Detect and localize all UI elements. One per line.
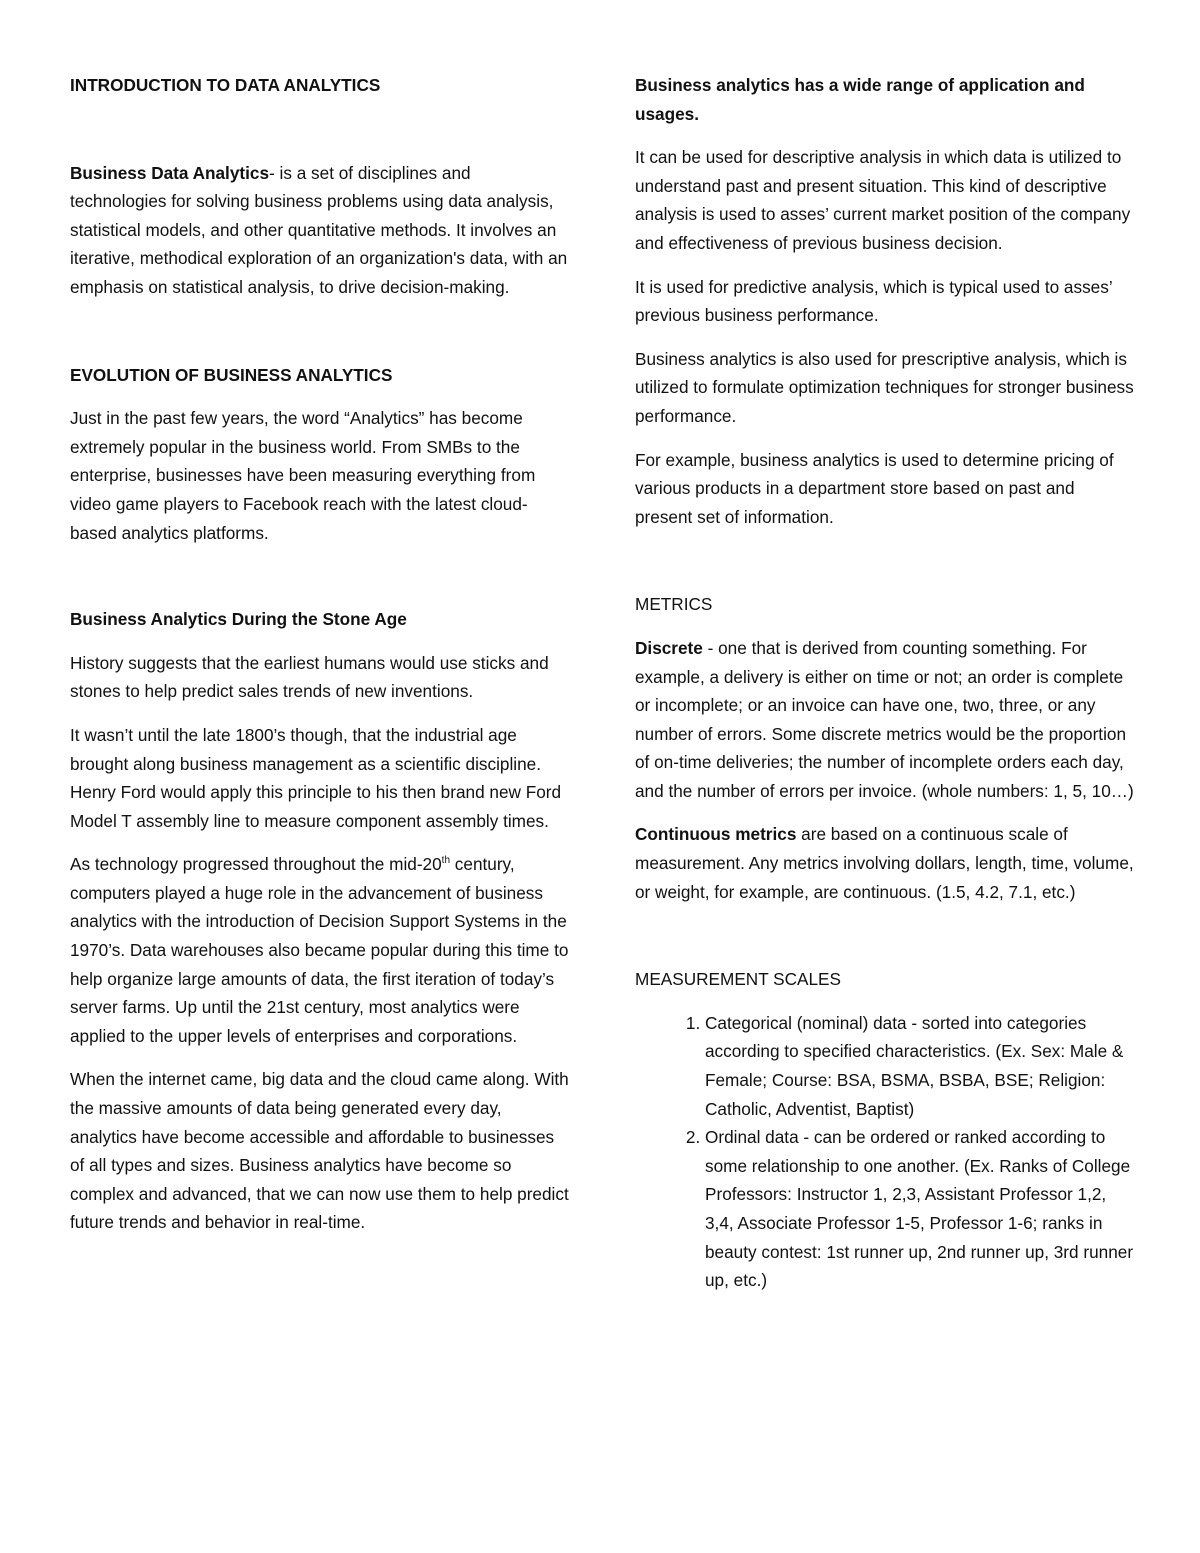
- stone-age-paragraph-4: When the internet came, big data and the cloud came along. With the massive amounts of data being generated every day, analytics have become accessible and affordable to businesses of all types and sizes. Business analytics have become so complex and advanced, that we can now use them to help predict future trends and behavior in real-time.: [70, 1069, 569, 1233]
- stone-age-p3-start: As technology progressed throughout the mid-20: [70, 854, 442, 875]
- discrete-term: Discrete: [635, 637, 703, 658]
- stone-age-heading: Business Analytics During the Stone Age: [70, 609, 407, 630]
- list-item: 1. Categorical (nominal) data - sorted into categories according to specified characteristics. (Ex. Sex: Male & Female; Course: BSA, BSMA, BSBA, BSE; Religion: Catholic, Adventist, Baptist): [705, 1009, 1135, 1123]
- continuous-term: Continuous metrics: [635, 824, 797, 845]
- applications-paragraph-1: It can be used for descriptive analysis in which data is utilized to understand past and present situation. This kind of descriptive analysis is used to asses’ current market position of the company and effectiveness of previous business decision.: [635, 147, 1131, 253]
- bda-paragraph: [70, 159, 570, 302]
- stone-age-paragraph-2: It wasn’t until the late 1800’s though, that the industrial age brought along business management as a scientific discipline. Henry Ford would apply this principle to his then brand new Ford Model T assembly line to measure component assembly times.: [70, 724, 562, 831]
- measurement-scales-list: [635, 1009, 1135, 1295]
- applications-paragraph-2: It is used for predictive analysis, which is typical used to asses’ previous business performance.: [635, 276, 1113, 326]
- evolution-paragraph: Just in the past few years, the word “Analytics” has become extremely popular in the business world. From SMBs to the enterprise, businesses have been measuring everything from video game players to Facebook reach with the latest cloud-based analytics platforms.: [70, 408, 536, 543]
- right-column: [635, 71, 1135, 1295]
- bda-term: Business Data Analytics: [70, 162, 270, 183]
- intro-heading: INTRODUCTION TO DATA ANALYTICS: [70, 75, 381, 95]
- stone-age-paragraph-1: History suggests that the earliest humans would use sticks and stones to help predict sales trends of new inventions.: [70, 652, 549, 702]
- stone-age-p3-end: century, computers played a huge role in the advancement of business analytics with the introduction of Decision Support Systems in the 1970’s. Data warehouses also became popular during this time to help organize large amounts of data, the first iteration of today’s server farms. Up until the 21st century, most analytics were applied to the upper levels of enterprises and corporations.: [70, 854, 569, 1046]
- evolution-heading: EVOLUTION OF BUSINESS ANALYTICS: [70, 364, 393, 385]
- stone-age-paragraph-3: [70, 850, 570, 1050]
- applications-paragraph-4: For example, business analytics is used to determine pricing of various products in a department store based on past and present set of information.: [635, 449, 1114, 527]
- continuous-text: are based on a continuous scale of measurement. Any metrics involving dollars, length, time, volume, or weight, for example, are continuous. (1.5, 4.2, 7.1, etc.): [635, 824, 1134, 902]
- applications-heading: Business analytics has a wide range of application and usages.: [635, 75, 1085, 124]
- discrete-text: - one that is derived from counting something. For example, a delivery is either on time or not; an order is complete or incomplete; or an invoice can have one, two, three, or any number of errors. Some discrete metrics would be the proportion of on-time deliveries; the number of incomplete orders each day, and the number of errors per invoice. (whole numbers: 1, 5, 10…): [635, 637, 1134, 801]
- superscript-th: th: [441, 855, 451, 867]
- discrete-paragraph: [635, 634, 1135, 806]
- metrics-heading: METRICS: [635, 594, 713, 615]
- left-column: [70, 71, 570, 1237]
- bda-text: - is a set of disciplines and technologies for solving business problems using data analysis, statistical models, and other quantitative methods. It involves an iterative, methodical exploration of an organization's data, with an emphasis on statistical analysis, to drive decision-making.: [70, 162, 568, 297]
- applications-paragraph-3: Business analytics is also used for prescriptive analysis, which is utilized to formulate optimization techniques for stronger business performance.: [635, 348, 1134, 426]
- continuous-paragraph: [635, 820, 1135, 906]
- measurement-scales-heading: MEASUREMENT SCALES: [635, 969, 841, 990]
- list-item: 2. Ordinal data - can be ordered or ranked according to some relationship to one another. (Ex. Ranks of College Professors: Instructor 1, 2,3, Assistant Professor 1,2, 3,4, Associate Professor 1-5, Professor 1-6; ranks in beauty contest: 1st runner up, 2nd runner up, 3rd runner up, etc.): [705, 1123, 1135, 1295]
